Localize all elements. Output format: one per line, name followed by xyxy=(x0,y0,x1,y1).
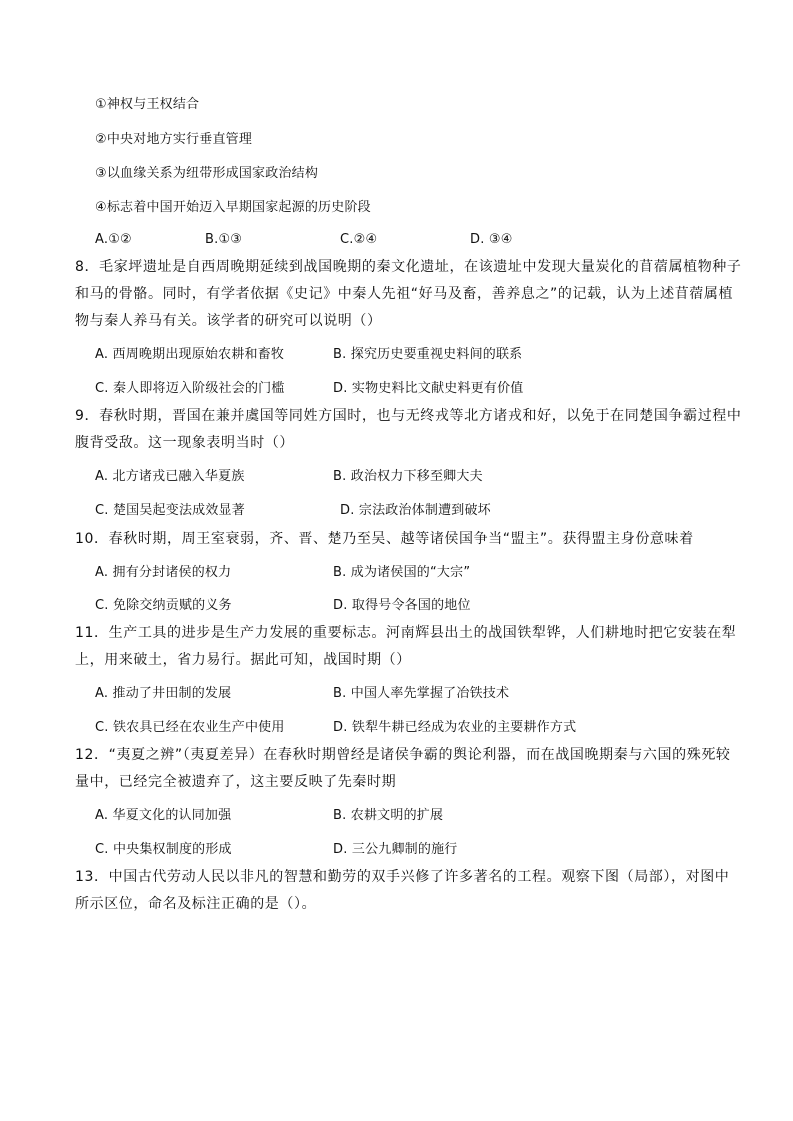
q10-option-a: A. 拥有分封诸侯的权力 xyxy=(95,565,232,580)
q8-option-a: A. 西周晚期出现原始农耕和畜牧 xyxy=(95,347,285,362)
q11-stem-line-1: 11．生产工具的进步是生产力发展的重要标志。河南辉县出土的战国铁犁铧，人们耕地时把它安装在犁 xyxy=(75,625,737,641)
q8-stem-line-1: 8．毛家坪遗址是自西周晚期延续到战国晚期的秦文化遗址，在该遗址中发现大量炭化的苜蓿属植物种子 xyxy=(75,259,742,275)
q8-stem-line-3: 物与秦人养马有关。该学者的研究可以说明（） xyxy=(75,313,382,329)
q7-option-d: D. ③④ xyxy=(470,232,513,247)
q9-stem-line-2: 腹背受敌。这一现象表明当时（） xyxy=(75,435,294,451)
statement-4: ④标志着中国开始迈入早期国家起源的历史阶段 xyxy=(95,200,371,215)
q9-option-d: D. 宗法政治体制遭到破坏 xyxy=(340,503,491,518)
q8-option-d: D. 实物史料比文献史料更有价值 xyxy=(333,381,524,396)
q12-option-c: C. 中央集权制度的形成 xyxy=(95,842,232,857)
q7-option-c: C.②④ xyxy=(340,232,378,247)
q7-option-b: B.①③ xyxy=(205,232,243,247)
q11-stem-line-2: 上，用来破土，省力易行。据此可知，战国时期（） xyxy=(75,652,411,668)
q11-option-d: D. 铁犁牛耕已经成为农业的主要耕作方式 xyxy=(333,720,577,735)
q10-option-d: D. 取得号令各国的地位 xyxy=(333,598,471,613)
statement-2: ②中央对地方实行垂直管理 xyxy=(95,132,253,147)
q9-option-c: C. 楚国吴起变法成效显著 xyxy=(95,503,245,518)
q8-option-b: B. 探究历史要重视史料间的联系 xyxy=(333,347,523,362)
q10-stem-line-1: 10．春秋时期，周王室衰弱，齐、晋、楚乃至吴、越等诸侯国争当“盟主”。获得盟主身份意味着 xyxy=(75,531,694,547)
q10-option-c: C. 免除交纳贡赋的义务 xyxy=(95,598,232,613)
q9-option-a: A. 北方诸戎已融入华夏族 xyxy=(95,469,245,484)
q8-stem-line-2: 和马的骨骼。同时，有学者依据《史记》中秦人先祖“好马及畜，善养息之”的记载，认为上述苜蓿属植 xyxy=(75,286,734,302)
q12-option-b: B. 农耕文明的扩展 xyxy=(333,808,444,823)
q13-stem-line-2: 所示区位，命名及标注正确的是（）。 xyxy=(75,896,317,912)
q9-stem-line-1: 9．春秋时期，晋国在兼并虞国等同姓方国时，也与无终戎等北方诸戎和好，以免于在同楚国争霸过程中 xyxy=(75,408,742,424)
q12-option-a: A. 华夏文化的认同加强 xyxy=(95,808,232,823)
q7-option-a: A.①② xyxy=(95,232,132,247)
q13-stem-line-1: 13．中国古代劳动人民以非凡的智慧和勤劳的双手兴修了许多著名的工程。观察下图（局部），对图中 xyxy=(75,869,730,885)
q11-option-a: A. 推动了井田制的发展 xyxy=(95,686,232,701)
q12-option-d: D. 三公九卿制的施行 xyxy=(333,842,458,857)
q9-option-b: B. 政治权力下移至卿大夫 xyxy=(333,469,483,484)
statement-3: ③以血缘关系为纽带形成国家政治结构 xyxy=(95,166,319,181)
q10-option-b: B. 成为诸侯国的“大宗” xyxy=(333,565,471,580)
statement-1: ①神权与王权结合 xyxy=(95,97,200,112)
q11-option-b: B. 中国人率先掌握了冶铁技术 xyxy=(333,686,510,701)
q12-stem-line-1: 12．“夷夏之辨”（夷夏差异）在春秋时期曾经是诸侯争霸的舆论利器，而在战国晚期秦与六国的殊死较 xyxy=(75,747,731,763)
q8-option-c: C. 秦人即将迈入阶级社会的门槛 xyxy=(95,381,285,396)
q11-option-c: C. 铁农具已经在农业生产中使用 xyxy=(95,720,285,735)
q12-stem-line-2: 量中，已经完全被遗弃了，这主要反映了先秦时期 xyxy=(75,774,397,790)
